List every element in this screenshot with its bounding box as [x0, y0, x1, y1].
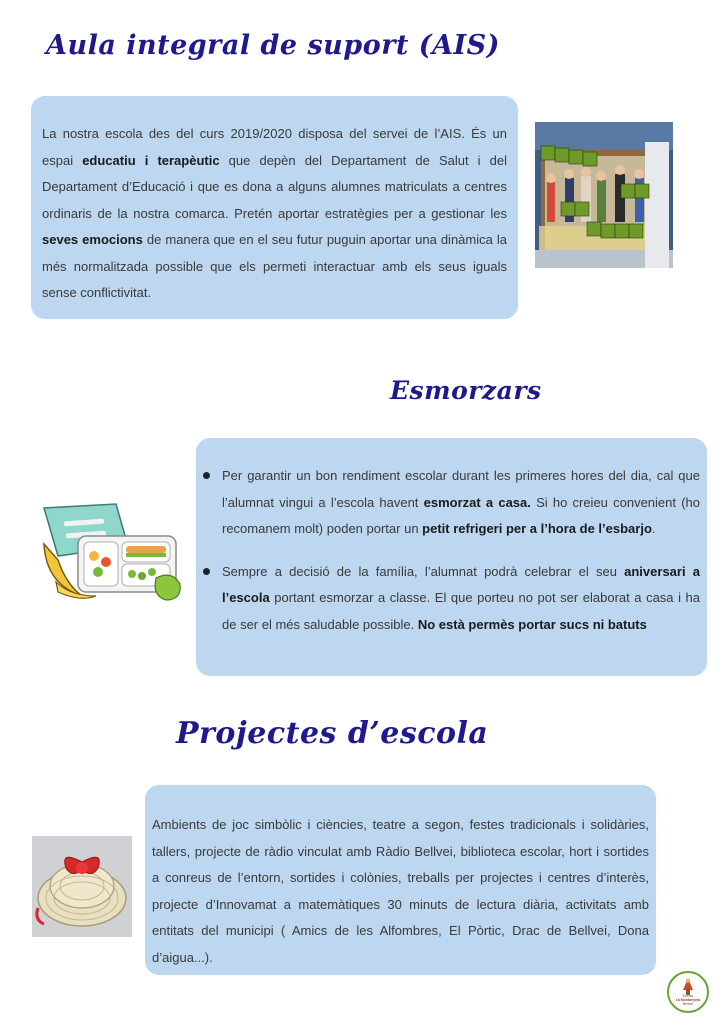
ais-paragraph: La nostra escola des del curs 2019/2020 disposa del servei de l’AIS. És un espai educatiu i terapèutic que depèn del Departament de Salut i del Departament d’Educació i que es dona a alguns alumnes matriculats a centres ordinaris de la nostra comarca. Pretén aportar estratègies per a gestionar les seves emocions de manera que en el seu futur puguin aportar una dinàmica la més normalitzada possible que els permeti interactuar amb els seus iguals sense conflictivitat. [42, 126, 508, 300]
cushion-craft-photo [32, 836, 132, 937]
esmorzars-title: Esmorzars [390, 376, 542, 405]
projectes-title: Projectes d’escola [176, 716, 489, 751]
esmorzars-card [196, 438, 707, 676]
logo-line-3: Bellvei [682, 1002, 694, 1006]
lunchbox-illustration [36, 500, 186, 604]
projectes-card [145, 785, 656, 975]
logo-line-2: La Muntanyeta [675, 998, 701, 1002]
esmorzars-bullet-2: Sempre a decisió de la família, l’alumnat podrà celebrar el seu aniversari a l’escola portant esmorzar a classe. El que porteu no pot ser elaborat a casa i ha de ser el més saludable possible. No està permès portar sucs ni batuts [222, 559, 700, 639]
projectes-paragraph: Ambients de joc simbòlic i ciències, teatre a segon, festes tradicionals i solidàries, tallers, projecte de ràdio vinculat amb Ràdio Bellvei, biblioteca escolar, hort i sortides a conreus de l’entorn, sortides i colònies, treballs per projectes i centres d’interès, projecte d’Innovamat a matemàtiques 30 minuts de lectura diària, activitats amb entitats del municipi ( Amics de les Alfombres, El Pòrtic, Drac de Bellvei, Dona d’aigua...). [152, 817, 649, 965]
school-logo [667, 971, 709, 1013]
ais-classroom-photo [535, 122, 673, 268]
logo-line-1: Escola [682, 994, 694, 998]
esmorzars-list [196, 463, 700, 638]
ais-title: Aula integral de suport (AIS) [46, 30, 500, 61]
esmorzars-bullet-1: Per garantir un bon rendiment escolar durant les primeres hores del dia, cal que l’alumnat vingui a l’escola havent esmorzat a casa. Si ho creieu convenient (ho recomanem molt) poden portar un petit refrigeri per a l’hora de l’esbarjo. [222, 463, 700, 543]
ais-card [31, 96, 518, 319]
